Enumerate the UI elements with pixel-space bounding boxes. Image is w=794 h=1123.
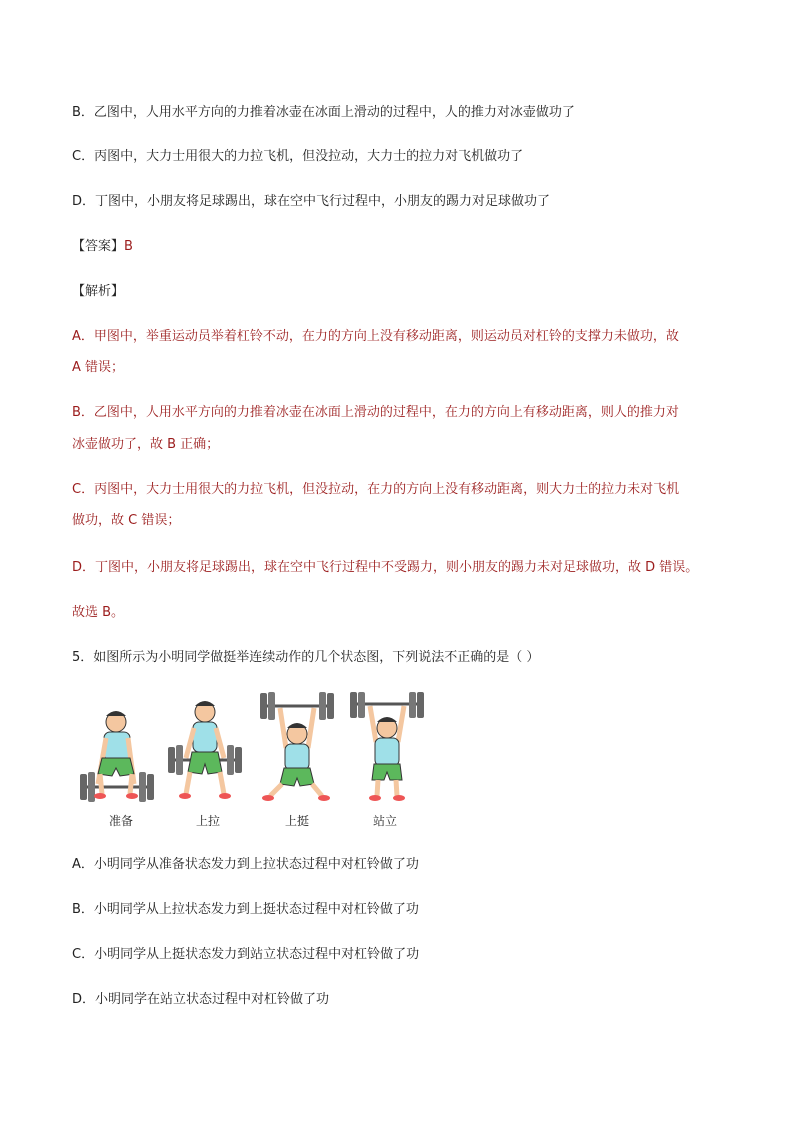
analysis-line-1: A．甲图中，举重运动员举着杠铃不动，在力的方向上没有移动距离，则运动员对杠铃的支撑力未做功，故 — [72, 329, 679, 344]
answer-line — [72, 238, 133, 256]
option-b-prev: B．乙图中，人用水平方向的力推着冰壶在冰面上滑动的过程中，人的推力对冰壶做功了 — [72, 105, 575, 120]
analysis-line-4: 冰壶做功了，故 B 正确； — [72, 437, 220, 452]
pose-prepare — [80, 711, 154, 802]
analysis-line-6: 做功，故 C 错误； — [72, 513, 181, 528]
weightlifting-figure — [72, 692, 442, 832]
option-c-prev: C．丙图中，大力士用很大的力拉飞机，但没拉动，大力士的拉力对飞机做功了 — [72, 149, 524, 164]
q5-option-b: B．小明同学从上拉状态发力到上挺状态过程中对杠铃做了功 — [72, 902, 419, 917]
question-5-stem: 5．如图所示为小明同学做挺举连续动作的几个状态图，下列说法不正确的是（ ） — [72, 650, 540, 665]
q5-option-a: A．小明同学从准备状态发力到上拉状态过程中对杠铃做了功 — [72, 857, 419, 872]
analysis-line-7: D．丁图中，小朋友将足球踢出，球在空中飞行过程中不受踢力，则小朋友的踢力未对足球做功，故 D 错误。 — [72, 560, 699, 575]
analysis-line-2: A 错误； — [72, 360, 125, 375]
option-d-prev: D．丁图中，小朋友将足球踢出，球在空中飞行过程中，小朋友的踢力对足球做功了 — [72, 194, 551, 209]
analysis-line-3: B．乙图中，人用水平方向的力推着冰壶在冰面上滑动的过程中，在力的方向上有移动距离，则人的推力对 — [72, 405, 679, 420]
caption-stand: 站立 — [373, 814, 398, 828]
pose-jerk — [260, 692, 334, 801]
pose-stand — [350, 692, 424, 801]
caption-prepare: 准备 — [109, 814, 134, 828]
caption-jerk: 上挺 — [285, 814, 310, 828]
analysis-line-8: 故选 B。 — [72, 605, 125, 620]
q5-option-c: C．小明同学从上挺状态发力到站立状态过程中对杠铃做了功 — [72, 947, 420, 962]
q5-option-d: D．小明同学在站立状态过程中对杠铃做了功 — [72, 992, 330, 1007]
answer-value: B — [124, 239, 133, 254]
caption-pull: 上拉 — [196, 814, 221, 828]
pose-pull — [168, 701, 242, 799]
analysis-label: 【解析】 — [72, 284, 125, 299]
analysis-line-5: C．丙图中，大力士用很大的力拉飞机，但没拉动，在力的方向上没有移动距离，则大力士的拉力未对飞机 — [72, 482, 680, 497]
answer-label: 【答案】 — [72, 239, 125, 254]
